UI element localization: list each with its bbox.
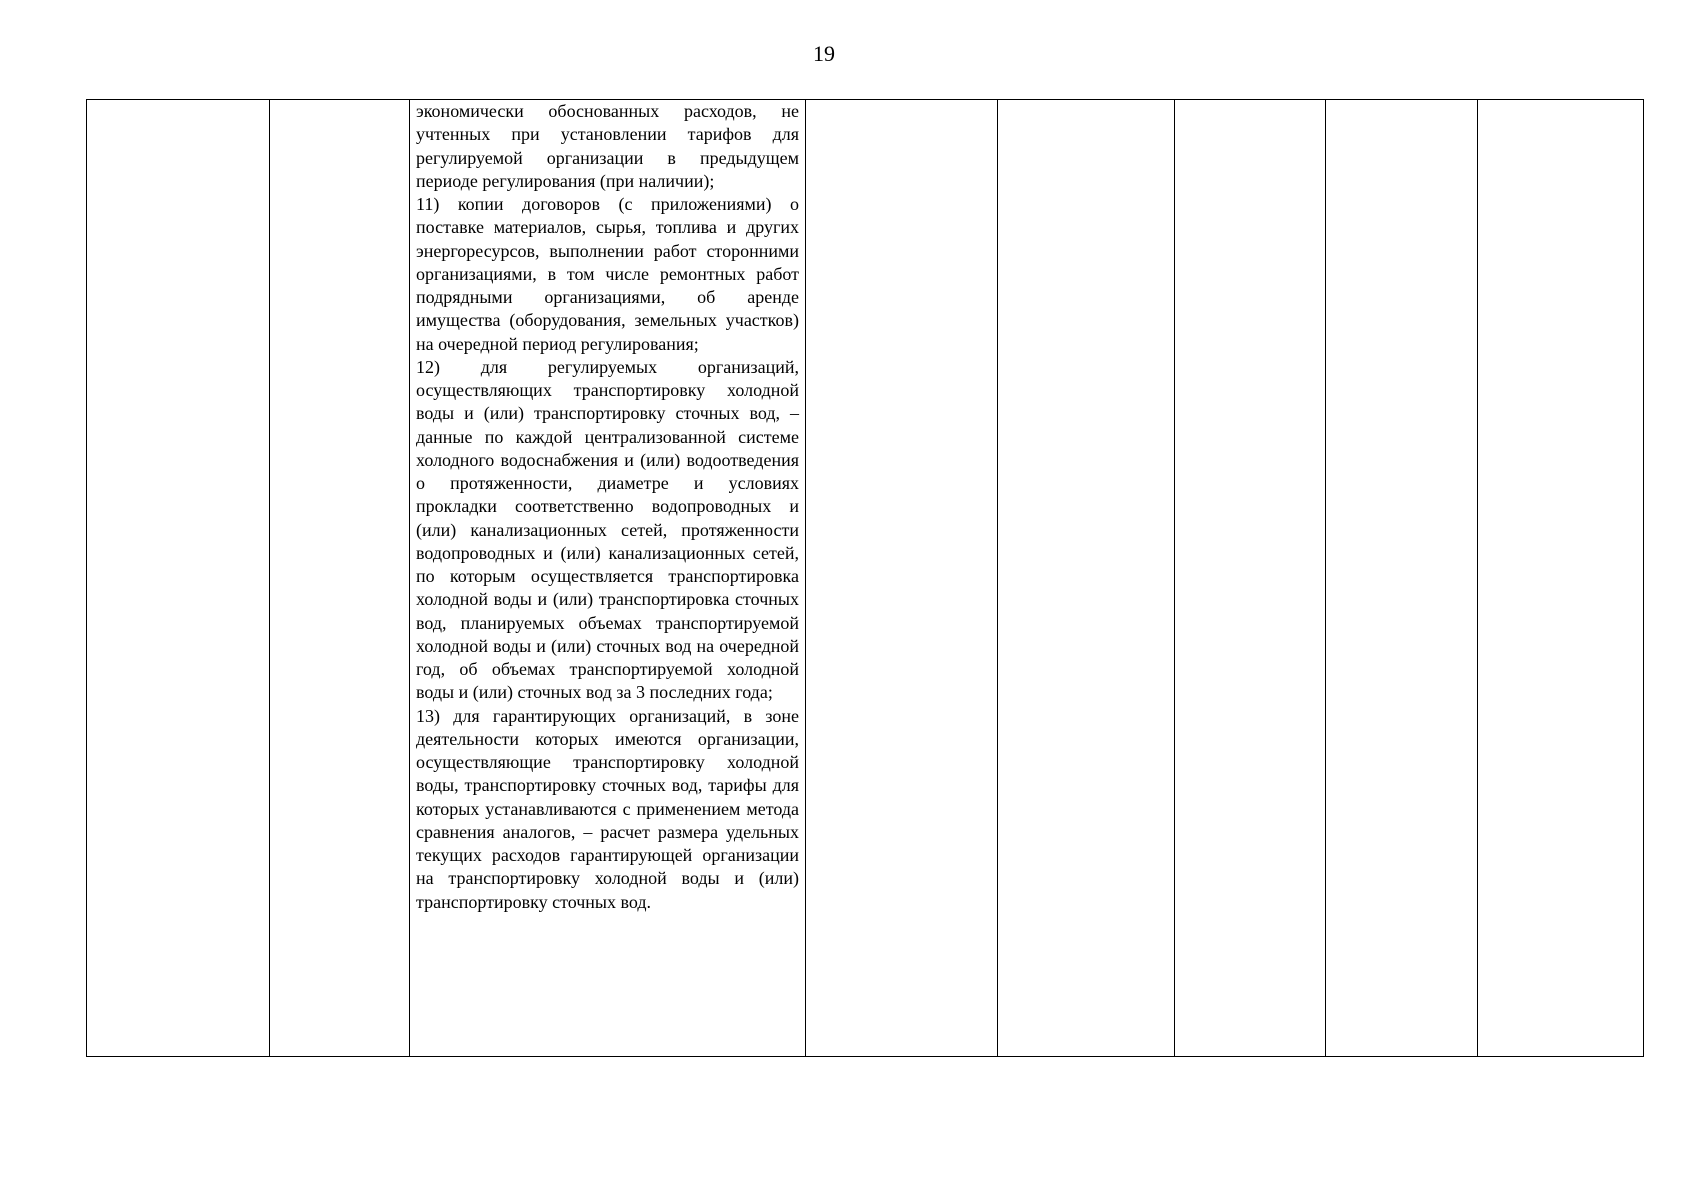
paragraph-item-12: 12) для регулируемых организаций, осуществляющих транспортировку холодной воды и (или) транспортировку сточных вод, – данные по каждой централизованной системе холодного водоснабжения и (или) водоотведения о протяженности, диаметре и условиях прокладки соответственно водопроводных и (или) канализационных сетей, протяженности водопроводных и (или) канализационных сетей, по которым осуществляется транспортировка холодной воды и (или) транспортировка сточных вод, планируемых объемах транспортируемой холодной воды и (или) сточных вод на очередной год, об объемах транспортируемой холодной воды и (или) сточных вод за 3 последних года; [416, 356, 799, 703]
table-cell-requirements [410, 100, 806, 1057]
paragraph-item-13: 13) для гарантирующих организаций, в зоне деятельности которых имеются организации, осуществляющие транспортировку холодной воды, транспортировку сточных вод, тарифы для которых устанавливаются с применением метода сравнения аналогов, – расчет размера удельных текущих расходов гарантирующей организации на транспортировку холодной воды и (или) транспортировку сточных вод. [416, 705, 799, 912]
paragraph-continuation: экономически обоснованных расходов, не учтенных при установлении тарифов для регулируемой организации в предыдущем периоде регулирования (при наличии); [416, 101, 799, 191]
table-cell-col1 [87, 100, 270, 1057]
page-number: 19 [813, 41, 835, 66]
table-cell-col8 [1478, 100, 1644, 1057]
table-cell-col2 [270, 100, 410, 1057]
table-cell-col7 [1326, 100, 1478, 1057]
table-cell-col6 [1175, 100, 1326, 1057]
paragraph-item-11: 11) копии договоров (с приложениями) о поставке материалов, сырья, топлива и других энергоресурсов, выполнении работ сторонними организациями, в том числе ремонтных работ подрядными организациями, об аренде имущества (оборудования, земельных участков) на очередной период регулирования; [416, 194, 799, 354]
table-cell-col4 [806, 100, 998, 1057]
table-cell-col5 [998, 100, 1175, 1057]
requirements-table [86, 99, 1644, 1057]
table-row [87, 100, 1644, 1057]
